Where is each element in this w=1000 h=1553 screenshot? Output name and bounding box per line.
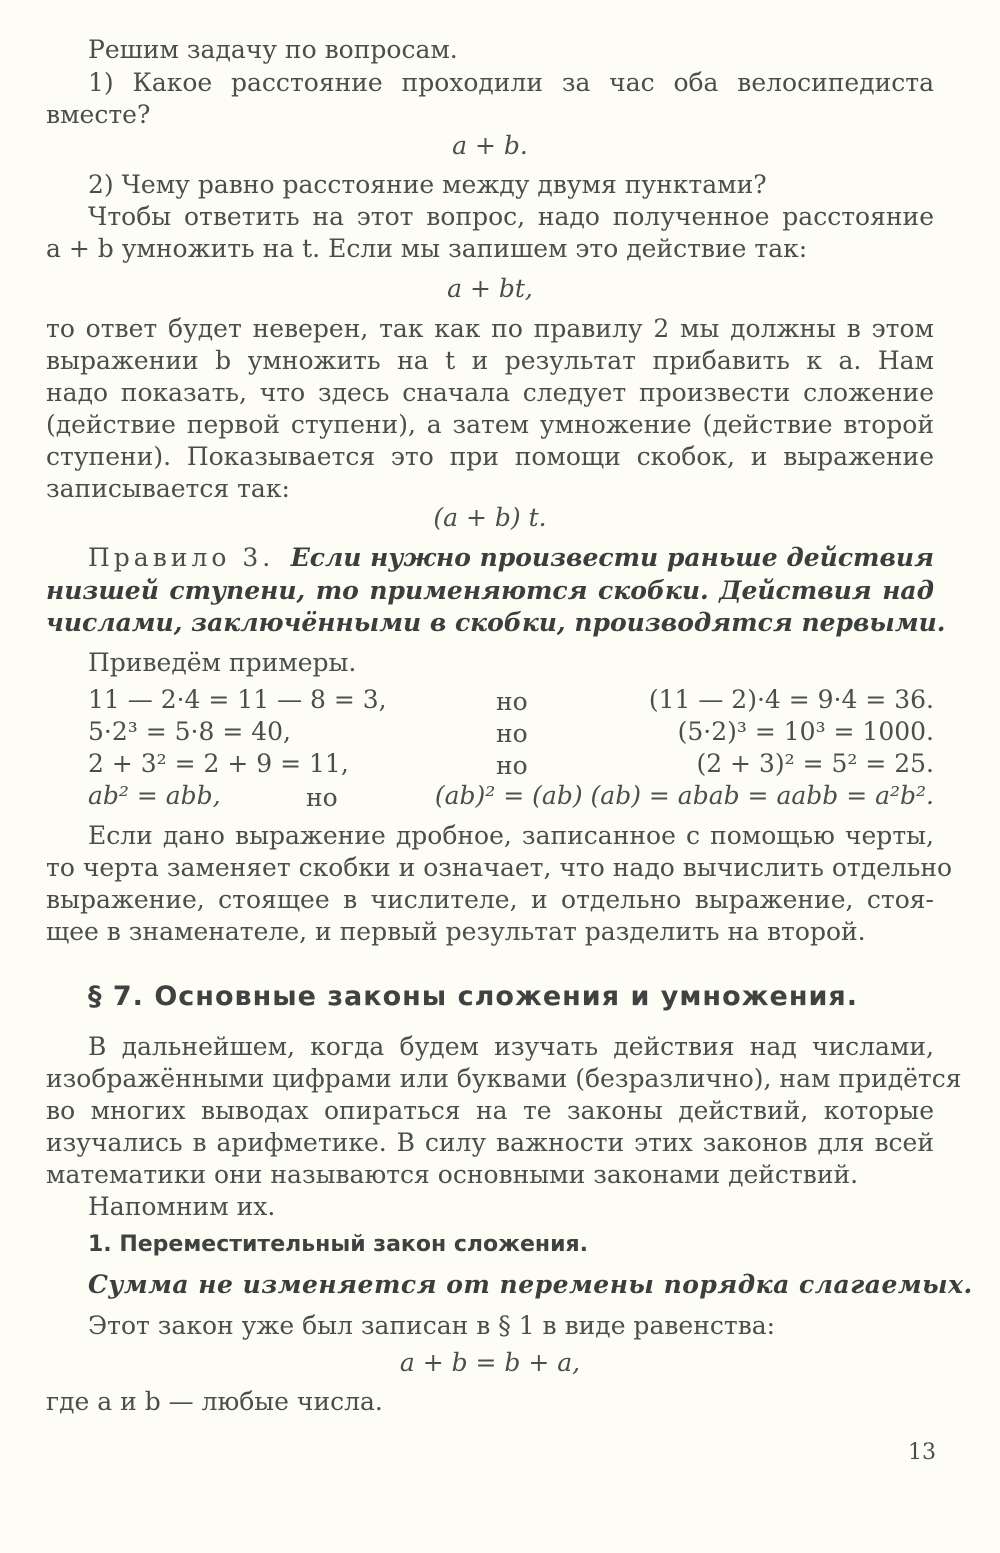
rule-text: Если нужно произвести раньше действия xyxy=(290,543,934,572)
example-left: 5·2³ = 5·8 = 40, xyxy=(88,717,291,746)
rule-label: Правило 3. xyxy=(88,543,275,572)
text-line: то ответ будет неверен, так как по правилу 2 мы должны в этом xyxy=(46,314,934,343)
text-line: математики они называются основными законами действий. xyxy=(46,1160,859,1189)
rule-text: числами, заключёнными в скобки, производятся первыми. xyxy=(46,608,946,637)
example-but: но xyxy=(306,783,338,812)
example-but: но xyxy=(496,719,528,748)
example-right: (5·2)³ = 10³ = 1000. xyxy=(677,717,934,746)
text-line: щее в знаменателе, и первый результат разделить на второй. xyxy=(46,917,866,946)
text-line: вместе? xyxy=(46,100,151,129)
formula: (a + b) t. xyxy=(433,503,547,532)
text-line: выражение, стоящее в числителе, и отдельно выражение, стоя- xyxy=(46,885,934,914)
formula: a + b. xyxy=(452,131,528,160)
rule-line xyxy=(88,542,934,574)
text-line: изображёнными цифрами или буквами (безразлично), нам придётся xyxy=(46,1064,962,1093)
text-line: то черта заменяет скобки и означает, что надо вычислить отдельно xyxy=(46,853,953,882)
text-line: 1) Какое расстояние проходили за час оба велосипедиста xyxy=(88,68,934,97)
text-line: Чтобы ответить на этот вопрос, надо полученное расстояние xyxy=(88,202,934,231)
example-but: но xyxy=(496,751,528,780)
text-line: надо показать, что здесь сначала следует произвести сложение xyxy=(46,378,934,407)
rule-text: низшей ступени, то применяются скобки. Действия над xyxy=(46,576,934,605)
text-line: В дальнейшем, когда будем изучать действия над числами, xyxy=(88,1032,934,1061)
text-line: записывается так: xyxy=(46,474,290,503)
formula: a + bt, xyxy=(447,274,533,303)
example-left: ab² = abb, xyxy=(88,781,221,810)
text-line: выражении b умножить на t и результат прибавить к a. Нам xyxy=(46,346,934,375)
section-heading: § 7. Основные законы сложения и умножения. xyxy=(88,981,858,1012)
example-left: 11 — 2·4 = 11 — 8 = 3, xyxy=(88,685,387,714)
example-right: (2 + 3)² = 5² = 25. xyxy=(696,749,934,778)
example-but: но xyxy=(496,687,528,716)
law-statement: Сумма не изменяется от перемены порядка слагаемых. xyxy=(88,1270,973,1299)
formula: a + b = b + a, xyxy=(399,1348,581,1377)
examples-intro: Приведём примеры. xyxy=(88,648,357,677)
text-line: во многих выводах опираться на те законы действий, которые xyxy=(46,1096,934,1125)
text-line: Этот закон уже был записан в § 1 в виде равенства: xyxy=(88,1311,776,1340)
text-line: Напомним их. xyxy=(88,1192,276,1221)
text-line: где a и b — любые числа. xyxy=(46,1387,383,1416)
text-line: 2) Чему равно расстояние между двумя пунктами? xyxy=(88,170,767,199)
example-right: (11 — 2)·4 = 9·4 = 36. xyxy=(648,685,934,714)
text-line: Если дано выражение дробное, записанное с помощью черты, xyxy=(88,821,934,850)
page-number: 13 xyxy=(908,1440,936,1465)
example-right: (ab)² = (ab) (ab) = abab = aabb = a²b². xyxy=(434,781,934,810)
text-line: Решим задачу по вопросам. xyxy=(88,35,458,64)
text-line: (действие первой ступени), а затем умножение (действие второй xyxy=(46,410,934,439)
example-left: 2 + 3² = 2 + 9 = 11, xyxy=(88,749,349,778)
law-title: 1. Переместительный закон сложения. xyxy=(88,1232,589,1257)
text-line: ступени). Показывается это при помощи скобок, и выражение xyxy=(46,442,934,471)
text-line: a + b умножить на t. Если мы запишем это действие так: xyxy=(46,234,808,263)
text-line: изучались в арифметике. В силу важности этих законов для всей xyxy=(46,1128,934,1157)
